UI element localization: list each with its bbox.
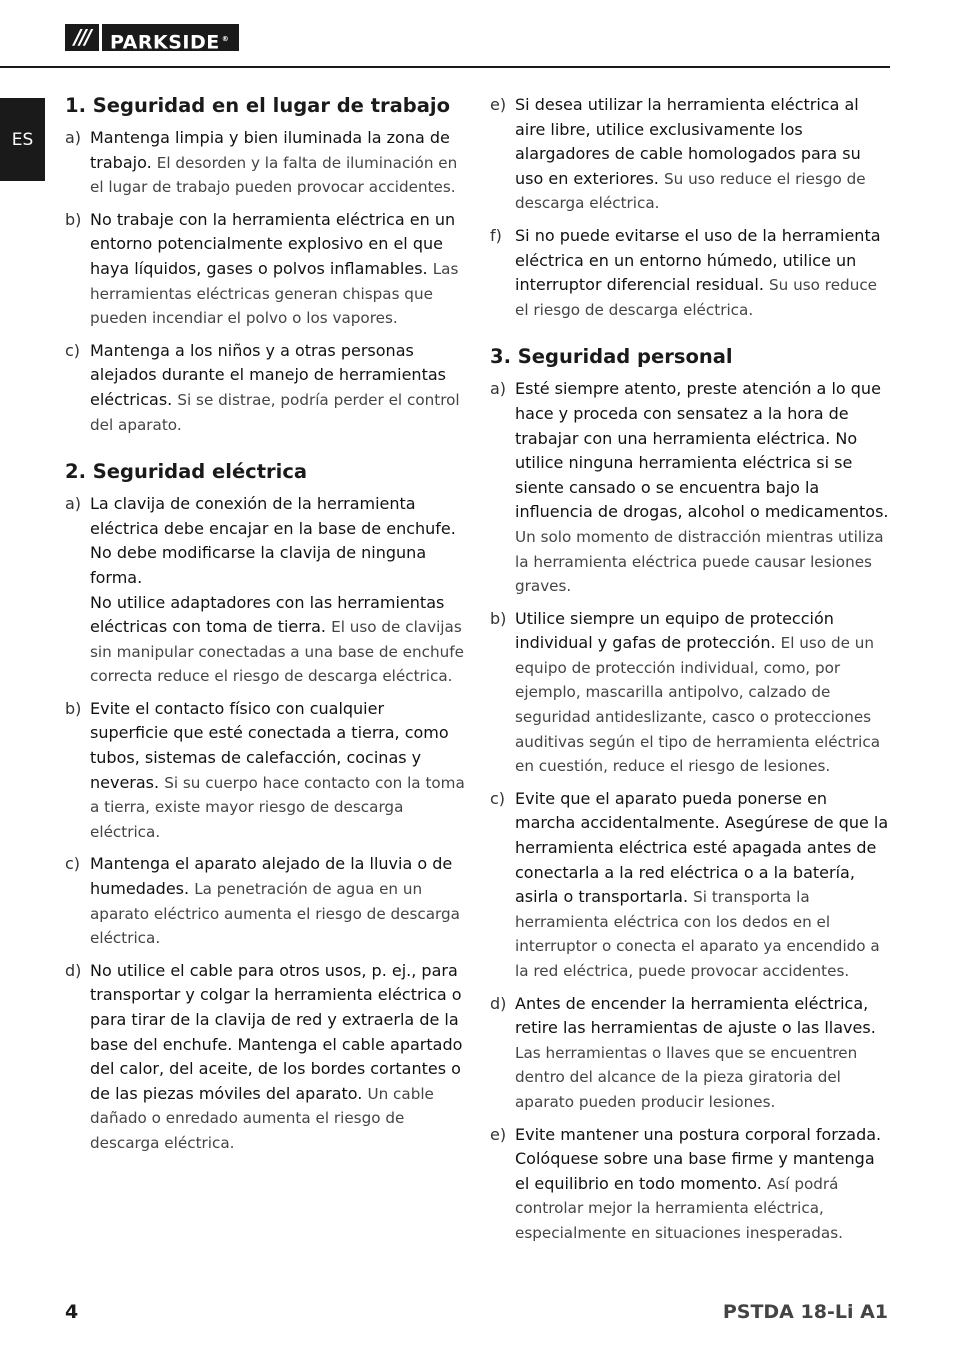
item-explanation: El uso de clavijas sin manipular conectadas a una base de enchufe correcta reduce el riesgo de descarga eléctrica. bbox=[90, 618, 464, 686]
page-number: 4 bbox=[65, 1301, 79, 1323]
item-explanation: Si se distrae, podría perder el control del aparato. bbox=[90, 390, 460, 434]
item-explanation: Las herramientas eléctricas generan chispas que pueden incendiar el polvo o los vapores. bbox=[90, 259, 459, 328]
left-column bbox=[65, 93, 465, 1164]
item-explanation: Así podrá controlar mejor la herramienta eléctrica, especialmente en situaciones inesperadas. bbox=[515, 1174, 843, 1242]
list-item bbox=[65, 126, 465, 200]
item-instruction: No utilice el cable para otros usos, p. ej., para transportar y colgar la herramienta eléctrica o para tirar de la clavija de red y extraerla de la base del enchufe. Mantenga el cable apartado del calor, del aceite, de los bordes cortantes o de las piezas móviles del aparato. bbox=[90, 960, 463, 1103]
section-title-electrical-safety: 2. Seguridad eléctrica bbox=[65, 460, 308, 484]
list-item bbox=[65, 208, 465, 331]
item-explanation: El uso de un equipo de protección individual, como, por ejemplo, mascarilla antipolvo, calzado de seguridad antideslizante, casco o protecciones auditivas según el tipo de herramienta eléctrica en cuestión, reduce el riesgo de lesiones. bbox=[515, 634, 881, 776]
item-label: d) bbox=[490, 993, 507, 1013]
item-instruction: Esté siempre atento, preste atención a lo que hace y proceda con sensatez a la hora de trabajar con una herramienta eléctrica. No utilice ninguna herramienta eléctrica si se siente cansado o se encuentra bajo la influencia de drogas, alcohol o medicamentos. bbox=[515, 379, 889, 522]
list-item bbox=[490, 992, 890, 1115]
item-instruction: No trabaje con la herramienta eléctrica en un entorno potencialmente explosivo en el que haya líquidos, gases o polvos inflamables. bbox=[90, 209, 456, 278]
list-item bbox=[65, 959, 465, 1156]
item-instruction-2: No utilice adaptadores con las herramientas eléctricas con toma de tierra. bbox=[90, 592, 445, 637]
item-explanation: Su uso reduce el riesgo de descarga eléctrica. bbox=[515, 169, 866, 213]
item-instruction: Si no puede evitarse el uso de la herramienta eléctrica en un entorno húmedo, utilice un interruptor diferencial residual. bbox=[515, 225, 881, 295]
logo-slashes: /// bbox=[65, 24, 99, 51]
list-item bbox=[490, 787, 890, 984]
item-label: e) bbox=[490, 1124, 507, 1144]
item-label: c) bbox=[65, 340, 81, 360]
item-label: b) bbox=[65, 698, 82, 718]
item-label: a) bbox=[490, 379, 507, 399]
item-instruction: Evite el contacto físico con cualquier superficie que esté conectada a tierra, como tubos, sistemas de calefacción, cocinas y neveras. bbox=[90, 698, 449, 792]
item-instruction: Si desea utilizar la herramienta eléctrica al aire libre, utilice exclusivamente los alargadores de cable homologados para su uso en exteriores. bbox=[515, 95, 861, 188]
list-item bbox=[490, 607, 890, 779]
item-label: b) bbox=[65, 209, 82, 229]
list-item bbox=[490, 224, 890, 322]
list-item bbox=[65, 852, 465, 950]
item-explanation: Un cable dañado o enredado aumenta el riesgo de descarga eléctrica. bbox=[90, 1084, 434, 1152]
language-tab: ES bbox=[0, 98, 45, 181]
list-item bbox=[65, 492, 465, 689]
section-title-workplace-safety: 1. Seguridad en el lugar de trabajo bbox=[65, 94, 450, 117]
item-explanation: Las herramientas o llaves que se encuentren dentro del alcance de la pieza giratoria del aparato pueden producir lesiones. bbox=[515, 1043, 858, 1111]
list-item bbox=[490, 93, 890, 216]
item-explanation: Si su cuerpo hace contacto con la toma a tierra, existe mayor riesgo de descarga eléctrica. bbox=[90, 773, 465, 841]
logo-text: PARKSIDE bbox=[110, 31, 220, 54]
logo-wordmark bbox=[102, 24, 239, 54]
item-explanation: El desorden y la falta de iluminación en el lugar de trabajo pueden provocar accidentes. bbox=[90, 153, 458, 197]
item-instruction: Evite que el aparato pueda ponerse en marcha accidentalmente. Asegúrese de que la herramienta eléctrica esté apagada antes de conectarla a la red eléctrica o a la batería, asirla o transportarla. bbox=[515, 788, 889, 907]
item-instruction: Mantenga limpia y bien iluminada la zona de trabajo. bbox=[90, 128, 450, 172]
item-label: c) bbox=[65, 854, 81, 874]
item-instruction: Utilice siempre un equipo de protección individual y gafas de protección. bbox=[515, 608, 834, 653]
item-label: e) bbox=[490, 95, 507, 114]
logo-registered: ® bbox=[221, 35, 230, 43]
header-divider bbox=[0, 66, 890, 68]
list-item bbox=[65, 339, 465, 437]
item-label: d) bbox=[65, 960, 82, 980]
item-explanation: La penetración de agua en un aparato eléctrico aumenta el riesgo de descarga eléctrica. bbox=[90, 880, 460, 948]
right-column bbox=[490, 93, 890, 1254]
item-instruction: Evite mantener una postura corporal forzada. Colóquese sobre una base firme y mantenga el equilibrio en todo momento. bbox=[515, 1124, 882, 1193]
item-label: a) bbox=[65, 128, 82, 147]
item-explanation: Su uso reduce el riesgo de descarga eléctrica. bbox=[515, 276, 878, 319]
list-item bbox=[490, 377, 890, 598]
item-label: c) bbox=[490, 788, 506, 808]
item-label: b) bbox=[490, 608, 507, 628]
item-label: a) bbox=[65, 494, 82, 514]
item-instruction: Mantenga el aparato alejado de la lluvia o de humedades. bbox=[90, 854, 453, 899]
item-instruction: Antes de encender la herramienta eléctrica, retire las herramientas de ajuste o las llaves. bbox=[515, 993, 876, 1038]
parkside-logo bbox=[65, 24, 239, 54]
list-item bbox=[65, 697, 465, 845]
item-explanation: Si transporta la herramienta eléctrica con los dedos en el interruptor o conecta el aparato ya encendido a la red eléctrica, puede provocar accidentes. bbox=[515, 888, 880, 980]
section-title-personal-safety: 3. Seguridad personal bbox=[490, 345, 733, 369]
item-explanation: Un solo momento de distracción mientras utiliza la herramienta eléctrica puede causar lesiones graves. bbox=[515, 527, 884, 596]
list-item bbox=[490, 1123, 890, 1246]
item-label: f) bbox=[490, 225, 502, 245]
item-instruction: La clavija de conexión de la herramienta eléctrica debe encajar en la base de enchufe. No debe modificarse la clavija de ninguna forma. bbox=[90, 494, 456, 587]
item-instruction: Mantenga a los niños y a otras personas alejados durante el manejo de herramientas eléctricas. bbox=[90, 340, 446, 409]
model-name: PSTDA 18-Li A1 bbox=[722, 1301, 888, 1323]
